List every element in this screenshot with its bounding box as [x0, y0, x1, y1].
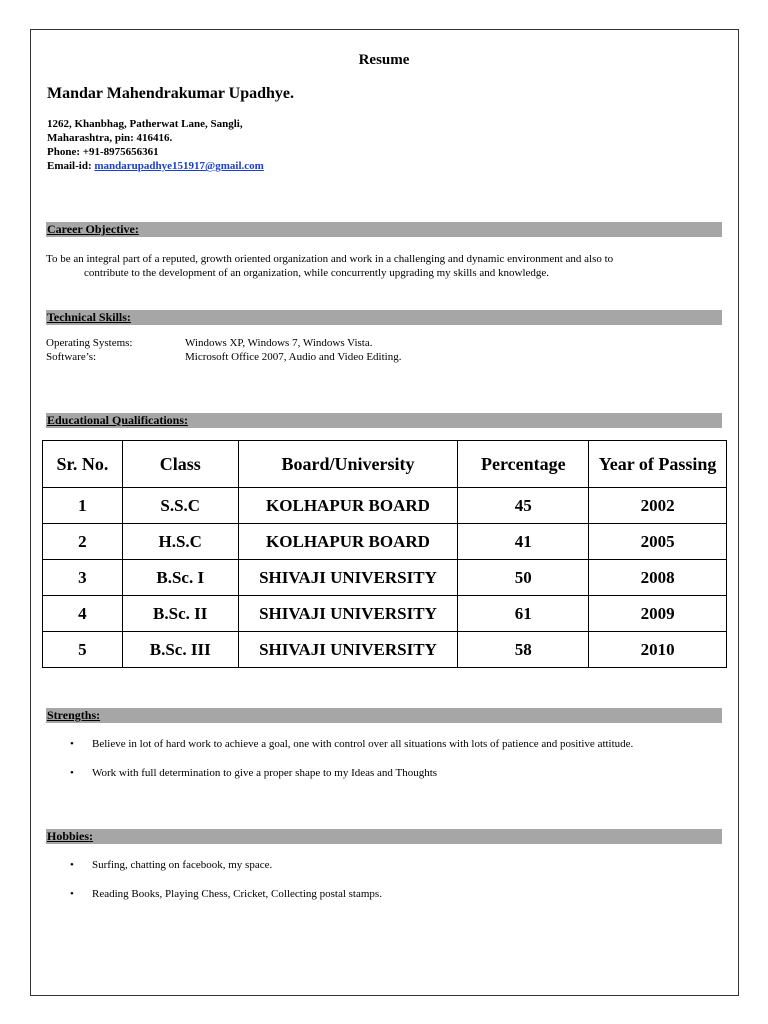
bullet-icon: • [70, 888, 74, 900]
skill-value: Microsoft Office 2007, Audio and Video Editing. [185, 351, 402, 363]
email-link[interactable]: mandarupadhye151917@gmail.com [94, 160, 264, 172]
strength-text: Work with full determination to give a proper shape to my Ideas and Thoughts [92, 767, 438, 779]
table-row [43, 632, 727, 668]
cell-year: 2008 [589, 560, 727, 596]
hobby-text: Surfing, chatting on facebook, my space. [92, 859, 273, 871]
cell-sr-no: 5 [43, 632, 123, 668]
cell-percentage: 45 [458, 488, 589, 524]
cell-year: 2010 [589, 632, 727, 668]
strengths-list [46, 737, 722, 780]
skill-label: Operating Systems: [46, 337, 133, 349]
bullet-icon: • [70, 738, 74, 750]
skill-value: Windows XP, Windows 7, Windows Vista. [185, 337, 373, 349]
education-heading-text: Educational Qualifications: [47, 413, 189, 427]
skill-label: Software’s: [46, 351, 97, 363]
table-row [43, 596, 727, 632]
cell-board: SHIVAJI UNIVERSITY [238, 560, 458, 596]
column-header-sr-no: Sr. No. [43, 441, 123, 488]
list-item [46, 887, 722, 901]
career-objective-line-1: To be an integral part of a reputed, growth oriented organization and work in a challenging and dynamic environment and also to [46, 253, 614, 265]
cell-class: B.Sc. II [122, 596, 238, 632]
cell-percentage: 58 [458, 632, 589, 668]
hobbies-list [46, 858, 722, 901]
column-header-board: Board/University [238, 441, 458, 488]
skill-row [46, 350, 401, 364]
cell-percentage: 41 [458, 524, 589, 560]
education-table-header-row [43, 441, 727, 488]
cell-board: SHIVAJI UNIVERSITY [238, 632, 458, 668]
cell-year: 2002 [589, 488, 727, 524]
list-item [46, 858, 722, 872]
cell-sr-no: 3 [43, 560, 123, 596]
career-objective-heading [46, 222, 722, 237]
hobby-text: Reading Books, Playing Chess, Cricket, Collecting postal stamps. [92, 888, 382, 900]
candidate-name: Mandar Mahendrakumar Upadhye. [47, 85, 294, 102]
cell-board: KOLHAPUR BOARD [238, 524, 458, 560]
cell-sr-no: 4 [43, 596, 123, 632]
cell-sr-no: 1 [43, 488, 123, 524]
table-row [43, 524, 727, 560]
column-header-percentage: Percentage [458, 441, 589, 488]
skill-row [46, 336, 401, 350]
cell-class: H.S.C [122, 524, 238, 560]
cell-class: B.Sc. III [122, 632, 238, 668]
cell-board: KOLHAPUR BOARD [238, 488, 458, 524]
education-table [42, 440, 727, 668]
career-objective-heading-text: Career Objective: [47, 222, 139, 236]
column-header-year: Year of Passing [589, 441, 727, 488]
cell-year: 2005 [589, 524, 727, 560]
email-line [47, 159, 264, 173]
cell-sr-no: 2 [43, 524, 123, 560]
list-item [46, 766, 722, 780]
email-label: Email-id: [47, 160, 95, 172]
hobbies-heading-text: Hobbies: [47, 829, 94, 843]
bullet-icon: • [70, 767, 74, 779]
cell-class: S.S.C [122, 488, 238, 524]
cell-board: SHIVAJI UNIVERSITY [238, 596, 458, 632]
column-header-class: Class [122, 441, 238, 488]
technical-skills-heading-text: Technical Skills: [47, 310, 131, 324]
technical-skills-heading [46, 310, 722, 325]
career-objective-text [46, 252, 722, 280]
cell-year: 2009 [589, 596, 727, 632]
document-title: Resume [358, 52, 410, 68]
career-objective-line-2: contribute to the development of an organization, while concurrently upgrading my skills and knowledge. [84, 267, 550, 279]
table-row [43, 560, 727, 596]
list-item [46, 737, 722, 751]
table-row [43, 488, 727, 524]
contact-block [47, 117, 264, 173]
strengths-heading-text: Strengths: [47, 708, 101, 722]
bullet-icon: • [70, 859, 74, 871]
address-line-1: 1262, Khanbhag, Patherwat Lane, Sangli, [47, 118, 243, 130]
address-line-2: Maharashtra, pin: 416416. [47, 132, 173, 144]
cell-percentage: 50 [458, 560, 589, 596]
cell-class: B.Sc. I [122, 560, 238, 596]
technical-skills-list [46, 336, 401, 364]
strengths-heading [46, 708, 722, 723]
strength-text: Believe in lot of hard work to achieve a goal, one with control over all situations with lots of patience and positive attitude. [92, 738, 634, 750]
hobbies-heading [46, 829, 722, 844]
phone-line: Phone: +91-8975656361 [47, 146, 159, 158]
cell-percentage: 61 [458, 596, 589, 632]
education-heading [46, 413, 722, 428]
